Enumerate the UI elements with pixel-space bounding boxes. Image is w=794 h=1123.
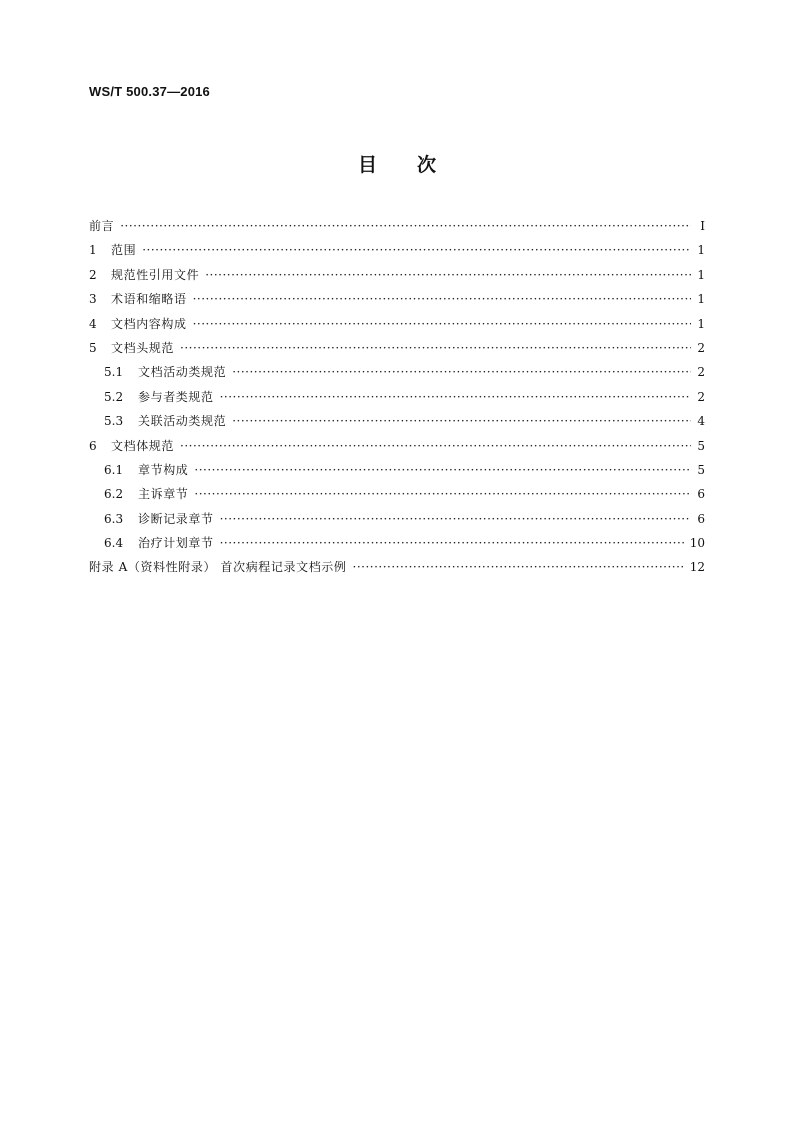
toc-entry-page: 2: [697, 389, 705, 404]
toc-entry-title: 文档头规范: [111, 340, 175, 355]
toc-entry[interactable]: [89, 238, 705, 262]
toc-dot-leader: [193, 287, 691, 311]
toc-entry-number: 6.1: [104, 462, 124, 477]
title-part-1: 目: [357, 154, 377, 176]
toc-entry-page: 1: [697, 267, 705, 282]
toc-entry-title: 诊断记录章节: [138, 511, 214, 526]
toc-entry-page: 1: [697, 243, 705, 258]
toc-entry-number: 4: [89, 316, 97, 331]
toc-entry-page: 5: [697, 438, 705, 453]
toc-entry-title: 规范性引用文件: [111, 267, 200, 282]
toc-entry[interactable]: [89, 555, 705, 579]
toc-entry-page: 2: [697, 365, 705, 380]
toc-dot-leader: [194, 458, 691, 482]
toc-entry-title: 治疗计划章节: [138, 536, 214, 551]
toc-entry-number: 6.2: [104, 487, 124, 502]
toc-entry-title: 术语和缩略语: [111, 292, 187, 307]
toc-entry-number: 5.2: [104, 389, 124, 404]
toc-dot-leader: [220, 507, 691, 531]
toc-entry-page: 2: [697, 340, 705, 355]
toc-entry-number: 5.1: [104, 365, 124, 380]
toc-entry[interactable]: [89, 312, 705, 336]
toc-entry-number: 2: [89, 267, 97, 282]
toc-dot-leader: [142, 238, 691, 262]
toc-dot-leader: [220, 531, 684, 555]
toc-entry[interactable]: [89, 263, 705, 287]
toc-entry-title: 附录 A（资料性附录） 首次病程记录文档示例: [89, 560, 347, 575]
toc-entry-title: 文档内容构成: [111, 316, 187, 331]
toc-entry-title: 文档体规范: [111, 438, 175, 453]
toc-dot-leader: [232, 409, 691, 433]
toc-entry-title: 主诉章节: [138, 487, 189, 502]
toc-entry[interactable]: [89, 482, 705, 506]
toc-dot-leader: [194, 482, 691, 506]
toc-dot-leader: [353, 555, 684, 579]
toc-dot-leader: [120, 214, 691, 238]
toc-dot-leader: [232, 360, 691, 384]
toc-entry-number: 6: [89, 438, 97, 453]
toc-entry[interactable]: [89, 336, 705, 360]
toc-entry-title: 范围: [111, 243, 137, 258]
toc-dot-leader: [180, 336, 691, 360]
toc-entry-title: 章节构成: [138, 462, 189, 477]
toc-entry[interactable]: [89, 385, 705, 409]
toc-entry-title: 参与者类规范: [138, 389, 214, 404]
toc-entry[interactable]: [89, 214, 705, 238]
toc-dot-leader: [205, 263, 691, 287]
toc-entry-page: 6: [697, 487, 705, 502]
toc-dot-leader: [193, 312, 691, 336]
toc-entry-page: Ⅰ: [700, 219, 705, 233]
toc-entry[interactable]: [89, 360, 705, 384]
standard-code: WS/T 500.37—2016: [89, 84, 210, 99]
toc-entry-number: 3: [89, 292, 97, 307]
toc-entry[interactable]: [89, 531, 705, 555]
toc-entry-number: 5.3: [104, 414, 124, 429]
table-of-contents: [89, 214, 705, 580]
toc-entry-page: 12: [689, 560, 705, 575]
toc-entry[interactable]: [89, 458, 705, 482]
toc-entry-page: 4: [697, 414, 705, 429]
toc-entry[interactable]: [89, 287, 705, 311]
toc-entry-page: 5: [697, 462, 705, 477]
toc-entry-page: 1: [697, 292, 705, 307]
toc-entry-page: 10: [689, 536, 705, 551]
toc-entry-number: 6.3: [104, 511, 124, 526]
title-part-2: 次: [417, 154, 437, 176]
toc-entry-number: 5: [89, 340, 97, 355]
toc-entry-title: 前言: [89, 219, 115, 233]
toc-entry-number: 1: [89, 243, 97, 258]
toc-entry-title: 关联活动类规范: [138, 414, 227, 429]
toc-entry-page: 1: [697, 316, 705, 331]
toc-entry[interactable]: [89, 434, 705, 458]
page-title: [0, 150, 794, 177]
toc-entry[interactable]: [89, 409, 705, 433]
toc-entry-title: 文档活动类规范: [138, 365, 227, 380]
toc-dot-leader: [220, 385, 691, 409]
toc-dot-leader: [180, 434, 691, 458]
toc-entry-page: 6: [697, 511, 705, 526]
toc-entry[interactable]: [89, 507, 705, 531]
toc-entry-number: 6.4: [104, 536, 124, 551]
